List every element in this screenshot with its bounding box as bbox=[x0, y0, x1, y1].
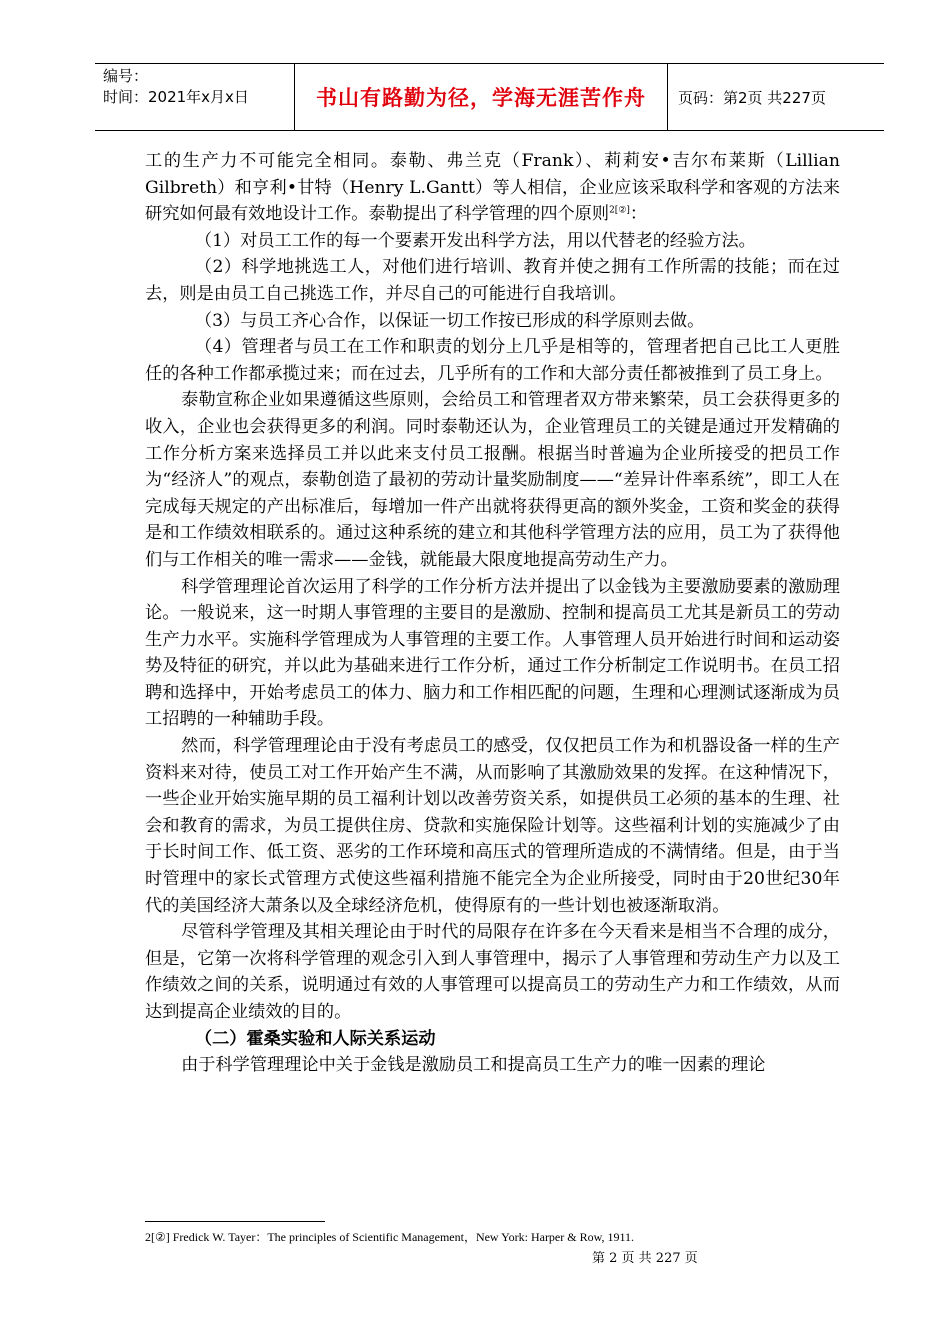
header-slogan: 书山有路勤为径，学海无涯苦作舟 bbox=[295, 64, 668, 130]
paragraph-10: 由于科学管理理论中关于金钱是激励员工和提高员工生产力的唯一因素的理论 bbox=[181, 1055, 766, 1076]
principle-4: （4）管理者与员工在工作和职责的划分上几乎是相等的，管理者把自己比工人更胜任的各种工作都承揽过来；而在过去，几乎所有的工作和大部分责任都被推到了员工身上。 bbox=[145, 337, 840, 384]
paragraph-6: 泰勒宣称企业如果遵循这些原则，会给员工和管理者双方带来繁荣，员工会获得更多的收入，企业也会获得更多的利润。同时泰勒还认为，企业管理员工的关键是通过开发精确的工作分析方案来选择员工并以此来支付员工报酬。根据当时普遍为企业所接受的把员工作为“经济人”的观点，泰勒创造了最初的劳动计量奖励制度——“差异计件率系统”，即工人在完成每天规定的产出标准后，每增加一件产出就将获得更高的额外奖金，工资和奖金的获得是和工作绩效相联系的。通过这种系统的建立和其他科学管理方法的应用，员工为了获得他们与工作相关的唯一需求——金钱，就能最大限度地提高劳动生产力。 bbox=[145, 390, 840, 570]
paragraph-8: 然而，科学管理理论由于没有考虑员工的感受，仅仅把员工作为和机器设备一样的生产资料来对待，使员工对工作开始产生不满，从而影响了其激励效果的发挥。在这种情况下，一些企业开始实施早期的员工福利计划以改善劳资关系，如提供员工必须的基本的生理、社会和教育的需求，为员工提供住房、贷款和实施保险计划等。这些福利计划的实施减少了由于长时间工作、低工资、恶劣的工作环境和高压式的管理所造成的不满情绪。但是，由于当时管理中的家长式管理方式使这些福利措施不能完全为企业所接受，同时由于20世纪30年代的美国经济大萧条以及全球经济危机，使得原有的一些计划也被逐渐取消。 bbox=[145, 736, 840, 916]
principle-2: （2）科学地挑选工人，对他们进行培训、教育并使之拥有工作所需的技能；而在过去，则是由员工自己挑选工作，并尽自己的可能进行自我培训。 bbox=[145, 257, 840, 304]
header-meta bbox=[95, 64, 295, 130]
footnote-divider bbox=[145, 1221, 325, 1222]
paragraph-1-tail: ： bbox=[629, 204, 648, 225]
page-footer: 第 2 页 共 227 页 bbox=[592, 1251, 698, 1266]
principle-1: （1）对员工工作的每一个要素开发出科学方法，用以代替老的经验方法。 bbox=[194, 230, 756, 251]
footnote-ref[interactable]: 2[②] bbox=[609, 205, 630, 216]
paragraph-1 bbox=[145, 148, 840, 228]
header-time: 时间：2021年x月x日 bbox=[103, 88, 249, 106]
paragraph-1-text: 工的生产力不可能完全相同。泰勒、弗兰克（Frank）、莉莉安•吉尔布莱斯（Lillian Gilbreth）和亨利•甘特（Henry L.Gantt）等人相信，企业应该采取科学和客观的方法来研究如何最有效地设计工作。泰勒提出了科学管理的四个原则 bbox=[145, 151, 840, 225]
header-page-number: 页码：第2页 共227页 bbox=[678, 88, 826, 107]
header-number: 编号： bbox=[103, 67, 149, 85]
section-heading: （二）霍桑实验和人际关系运动 bbox=[194, 1028, 436, 1049]
footnote: 2[②] Fredick W. Tayer：The principles of Scientific Management，New York: Harper & Row, 1911. bbox=[145, 1230, 635, 1244]
paragraph-9: 尽管科学管理及其相关理论由于时代的局限存在许多在今天看来是相当不合理的成分，但是，它第一次将科学管理的观念引入到人事管理中，揭示了人事管理和劳动生产力以及工作绩效之间的关系，说明通过有效的人事管理可以提高员工的劳动生产力和工作绩效，从而达到提高企业绩效的目的。 bbox=[145, 922, 840, 1022]
page-header bbox=[95, 63, 884, 131]
principle-3: （3）与员工齐心合作，以保证一切工作按已形成的科学原则去做。 bbox=[194, 310, 705, 331]
document-body bbox=[145, 148, 840, 1079]
paragraph-7: 科学管理理论首次运用了科学的工作分析方法并提出了以金钱为主要激励要素的激励理论。一般说来，这一时期人事管理的主要目的是激励、控制和提高员工尤其是新员工的劳动生产力水平。实施科学管理成为人事管理的主要工作。人事管理人员开始进行时间和运动姿势及特征的研究，并以此为基础来进行工作分析，通过工作分析制定工作说明书。在员工招聘和选择中，开始考虑员工的体力、脑力和工作相匹配的问题，生理和心理测试逐渐成为员工招聘的一种辅助手段。 bbox=[145, 576, 840, 730]
